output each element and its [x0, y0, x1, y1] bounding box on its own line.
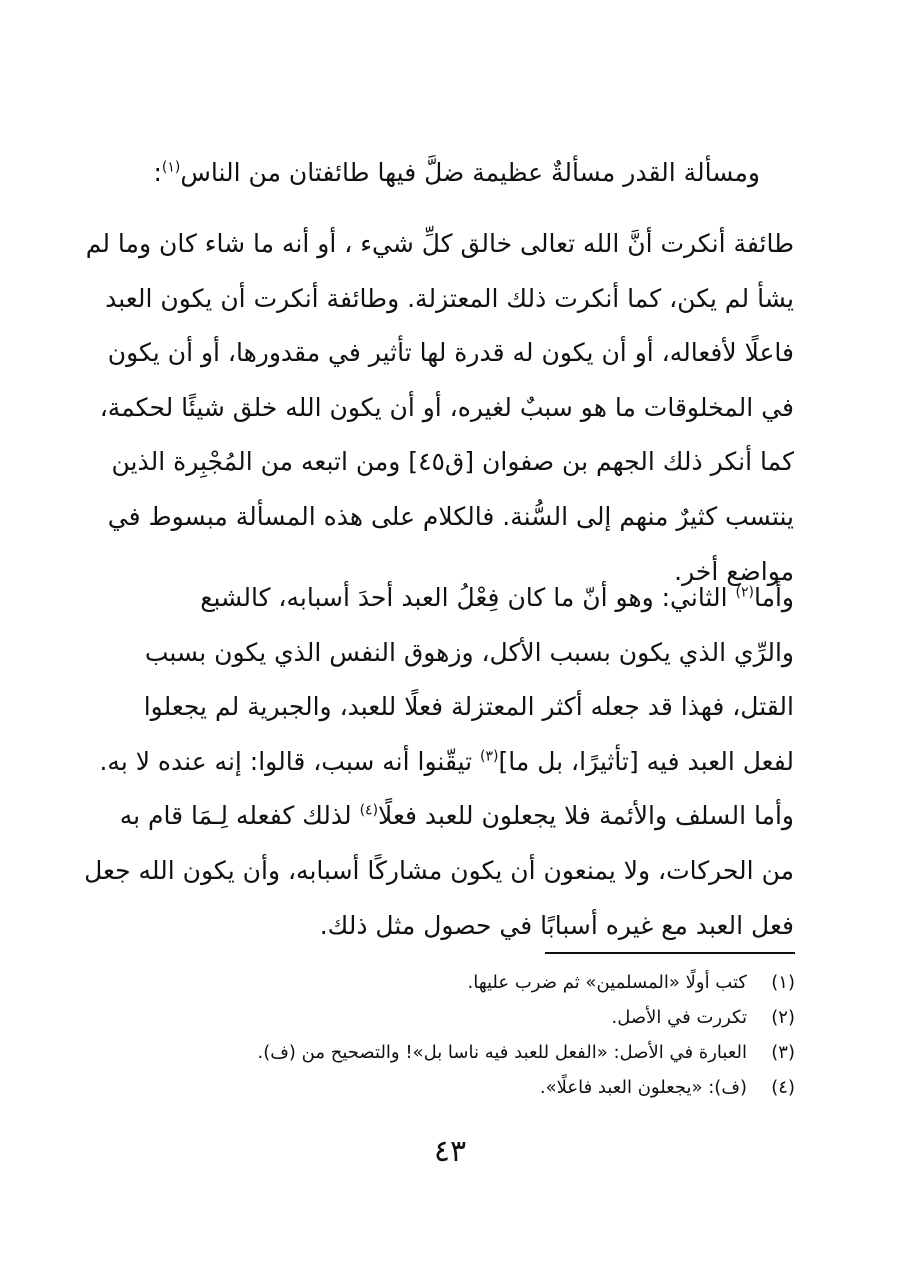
intro-line — [150, 149, 760, 197]
paragraph-2-line-4b: تيقّنوا أنه سبب، قالوا: إنه عنده لا به. — [99, 746, 481, 776]
footnote-ref-3[interactable]: (٣) — [480, 748, 499, 765]
paragraph-1-line: يشأ لم يكن، كما أنكرت ذلك المعتزلة. وطائفة أنكرت أن يكون العبد — [105, 283, 794, 313]
paragraph-2-line-4a: لفعل العبد فيه [تأثيرًا، بل ما] — [498, 746, 794, 776]
paragraph-2-line: والرِّي الذي يكون بسبب الأكل، وزهوق النفس الذي يكون بسبب — [144, 637, 794, 667]
paragraph-1-line: ينتسب كثيرٌ منهم إلى السُّنة. فالكلام على هذه المسألة مبسوط في — [107, 501, 794, 531]
footnote-text: كتب أولًا «المسلمين» ثم ضرب عليها. — [467, 972, 747, 993]
footnote-number: (٣) — [771, 1042, 795, 1063]
footnote-text: (ف): «يجعلون العبد فاعلًا». — [539, 1077, 747, 1098]
paragraph-2-line — [104, 571, 794, 626]
paragraph-2-line: من الحركات، ولا يمنعون أن يكون مشاركًا أسبابه، وأن يكون الله جعل — [84, 855, 794, 885]
paragraph-2-line-1b: الثاني: وهو أنّ ما كان فِعْلُ العبد أحدَ أسبابه، كالشبع — [200, 583, 736, 612]
paragraph-2-line: فعل العبد مع غيره أسبابًا في حصول مثل ذلك. — [319, 910, 794, 940]
footnote-text: العبارة في الأصل: «الفعل للعبد فيه ناسا بل»! والتصحيح من (ف). — [257, 1042, 747, 1063]
paragraph-2-line-5b: لذلك كفعله لِـمَا قام به — [119, 801, 360, 831]
footnote-text: تكررت في الأصل. — [611, 1007, 747, 1028]
intro-text: ومسألة القدر مسألةٌ عظيمة ضلَّ فيها طائفتان من الناس — [180, 158, 760, 187]
footnote-number: (٢) — [771, 1007, 795, 1028]
paragraph-2-line-5a: وأما السلف والأئمة فلا يجعلون للعبد فعلًا — [378, 801, 794, 831]
footnote-item — [150, 1000, 795, 1035]
paragraph-1-line: مواضع أخر. — [674, 556, 794, 586]
page-number: ٤٣ — [433, 1134, 467, 1169]
paragraph-1 — [85, 217, 794, 599]
footnote-ref-4[interactable]: (٤) — [359, 803, 379, 820]
footnote-number: (١) — [771, 972, 795, 993]
paragraph-1-line: في المخلوقات ما هو سببٌ لغيره، أو أن يكون الله خلق شيئًا لحكمة، — [99, 392, 794, 422]
paragraph-2 — [84, 571, 794, 953]
paragraph-2-line — [104, 789, 794, 844]
paragraph-2-line-1a: وأما — [753, 583, 794, 612]
footnotes — [150, 965, 795, 1105]
paragraph-1-line: فاعلًا لأفعاله، أو أن يكون له قدرة لها تأثير في مقدورها، أو أن يكون — [107, 338, 794, 368]
footnote-item — [150, 1035, 795, 1070]
intro-colon: : — [153, 158, 162, 187]
paragraph-1-line: طائفة أنكرت أنَّ الله تعالى خالق كلِّ شيء ، أو أنه ما شاء كان وما لم — [85, 229, 794, 258]
footnote-separator — [545, 952, 795, 954]
footnote-ref-1[interactable]: (١) — [161, 159, 181, 176]
footnote-number: (٤) — [771, 1077, 795, 1098]
footnote-item — [150, 965, 795, 1000]
footnote-ref-2[interactable]: (٢) — [735, 584, 754, 601]
footnote-item — [150, 1070, 795, 1105]
paragraph-2-line — [99, 735, 794, 790]
paragraph-2-line: القتل، فهذا قد جعله أكثر المعتزلة فعلًا للعبد، والجبرية لم يجعلوا — [143, 692, 794, 722]
paragraph-1-line: كما أنكر ذلك الجهم بن صفوان [ق٤٥] ومن اتبعه من المُجْبِرة الذين — [111, 447, 794, 477]
